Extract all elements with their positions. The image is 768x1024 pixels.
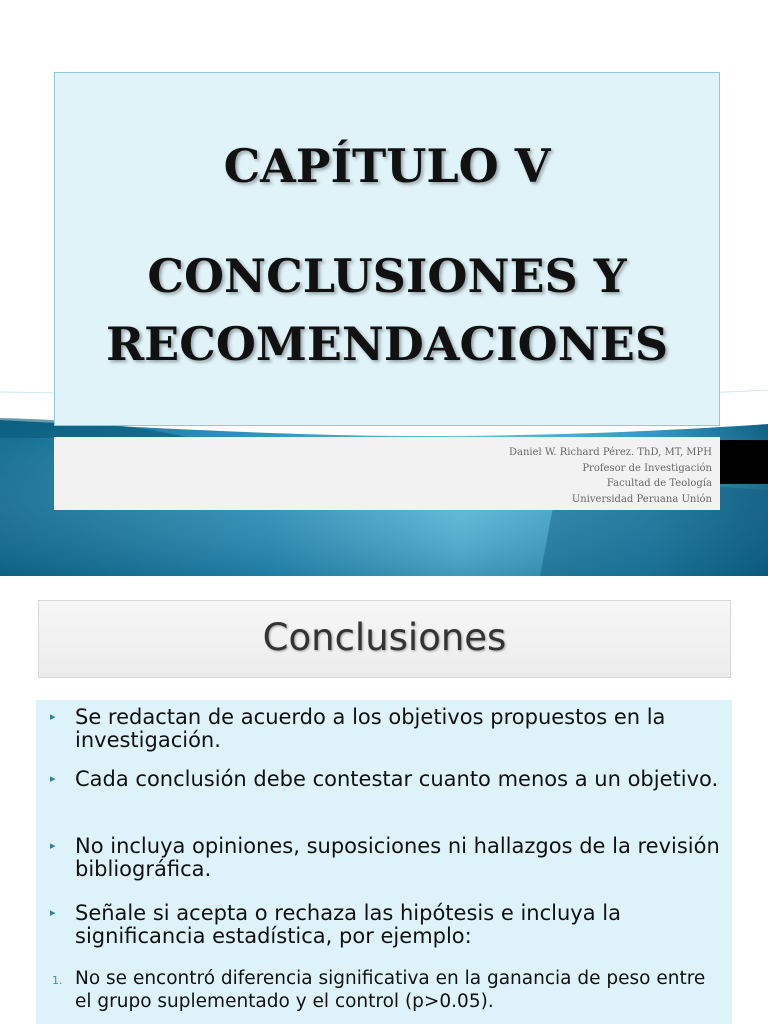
author-university: Universidad Peruana Unión	[571, 493, 712, 505]
list-number: 1.	[52, 974, 63, 987]
numbered-text: No se encontró diferencia significativa en la ganancia de peso entre el grupo suplementado y el control (p>0.05).	[75, 968, 706, 1012]
bullet-text: Señale si acepta o rechaza las hipótesis e incluya la significancia estadística, por ejemplo:	[75, 901, 621, 948]
subtitle-line-1: CONCLUSIONES Y	[147, 249, 627, 303]
author-box	[54, 437, 720, 510]
title-box	[54, 72, 720, 426]
bullet-text: No incluya opiniones, suposiciones ni hallazgos de la revisión bibliográfica.	[75, 834, 720, 881]
decorative-black-tab	[720, 440, 768, 484]
author-role: Profesor de Investigación	[582, 462, 712, 474]
triangle-bullet-icon: ▸	[50, 772, 56, 785]
slide-header	[38, 600, 731, 678]
author-name: Daniel W. Richard Pérez. ThD, MT, MPH	[508, 447, 712, 458]
bullet-panel	[36, 700, 732, 1024]
chapter-title: CAPÍTULO V	[223, 139, 551, 193]
conclusions-slide	[0, 576, 768, 1024]
author-faculty: Facultad de Teología	[606, 478, 712, 489]
bullet-text: Cada conclusión debe contestar cuanto menos a un objetivo.	[75, 767, 719, 791]
triangle-bullet-icon: ▸	[50, 906, 56, 919]
subtitle-line-2: RECOMENDACIONES	[105, 317, 669, 371]
slide-title: Conclusiones	[262, 616, 507, 659]
triangle-bullet-icon: ▸	[50, 710, 56, 723]
triangle-bullet-icon: ▸	[50, 839, 56, 852]
bullet-text: Se redactan de acuerdo a los objetivos propuestos en la investigación.	[75, 705, 666, 752]
